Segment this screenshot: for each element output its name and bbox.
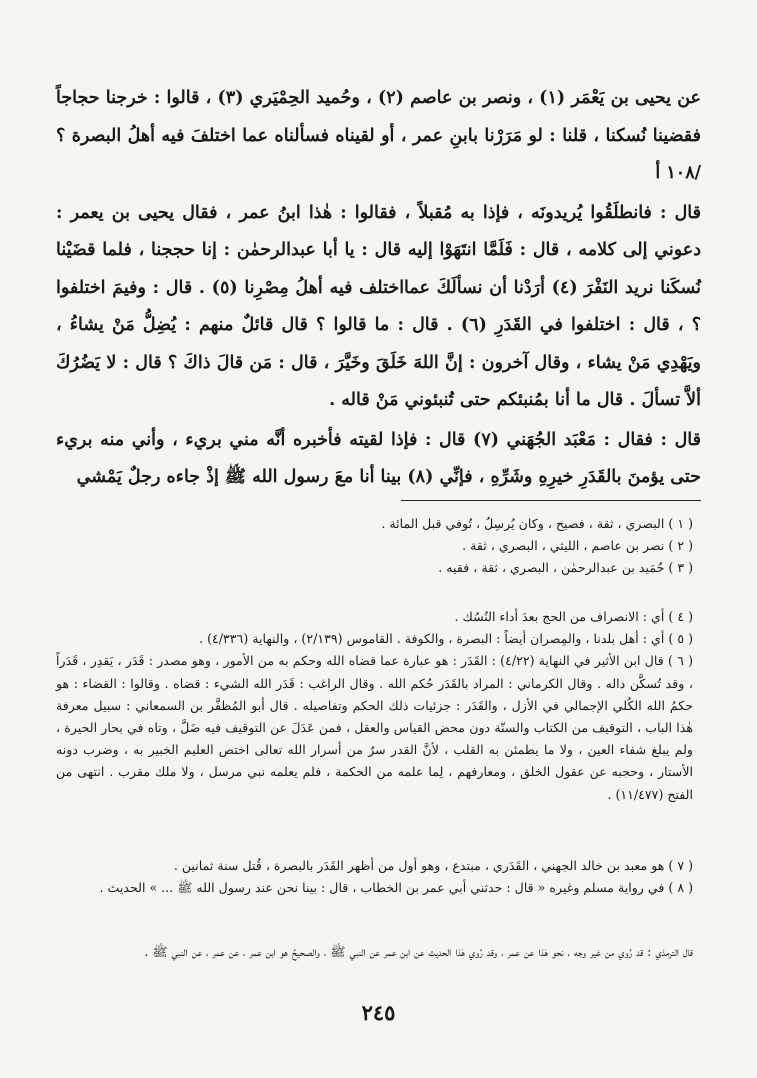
footnote-4: ( ٤ ) أي : الانصراف من الحج بعدَ أداء النُسُك . <box>454 609 693 624</box>
footnotes-tirmidhi <box>56 941 693 963</box>
footnote-5: ( ٥ ) أي : أهل بلدنا ، والمِصران أيضاً : البصرة ، والكوفة . القاموس (٢/١٣٩) ، والنهاية (٤/٣٣٦) . <box>199 631 693 647</box>
footnote-7: ( ٧ ) هو معبد بن خالد الجهني ، القَدَري ، مبتدع ، وهو أول من أظهر القَدَر بالبصرة ، قُتل سنة ثمانين . <box>173 858 693 873</box>
footnotes-references <box>56 855 693 899</box>
footnote-1: ( ١ ) البصري ، ثقة ، فصيح ، وكان يُرسِلُ ، تُوفي قبل المائة . <box>381 516 693 531</box>
main-text <box>56 80 701 497</box>
footnotes-glosses <box>56 606 693 806</box>
tirmidhi-note: قال الترمذي : قد رُوي من غير وجه ، نحو هٰذا عن عمر ، وقد رُوي هٰذا الحديث عن ابن عمر عن النبي ﷺ ، والصحيحُ هو ابن عمر ، عن عمر ، عن النبي ﷺ . <box>144 944 693 959</box>
footnote-6: ( ٦ ) قال ابن الأثير في النهاية (٤/٢٢) : القَدَر : هو عبارة عما قضاه الله وحكم به من الأمور ، وهو مصدر : قَدَر ، يَقدِر ، قَدَراً ، وقد تُسكَّن داله . وقال الكرماني : المراد بالقَدَر حُكم الله . وقال الراغب : قَدَر الله الشيء : قضاه . وقالوا : القضاء : هو حكمُ الله الكُلي الإجمالي في الأزل ، والقَدَر : جزئيات ذلك الحكم وتفاصيله . قال أبو المُظفَّر بن السمعاني : سبيل معرفة هٰذا الباب ، التوقيف من الكتاب والسنّة دون محض القياس والعقل ، فمن عَدَلَ عن التوقيف فيه ضَلَّ ، وتاه في بحار الحيرة ، ولم يبلغ شفاء العين ، ولا ما يطمئن به القلب ، لأنَّ القدر سرٌ من أسرار الله تعالى اختص العليم الخبير به ، وضرب دونه الأستار ، وحجبه عن عقول الخلق ، ومعارفهم ، لِما علمه من الحكمة ، فلم يعلمه نبي مرسل ، ولا ملك مقرب . انتهى من الفتح (١١/٤٧٧) . <box>56 653 693 802</box>
body-paragraph-2: قال : فانطلَقُوا يُريدونَه ، فإذا به مُقبلاً ، فقالوا : هٰذا ابنُ عمر ، فقال يحيى بن يعمر : دعوني إلى كلامه ، قال : فَلَمَّا انتَهَوْا إليه قال : يا أبا عبدالرحمٰن : إنا حججنا ، فلما قضَيْنا نُسكَنا نريد النَفْرَ (٤) أرَدْنا أن نسألَكَ عمااختلف فيه أهلُ مِصْرِنا (٥) . قال : وفيمَ اختلفوا ؟ ، قال : اختلفوا في القَدَرِ (٦) . قال : ما قالوا ؟ قال قائلٌ منهم : يُضِلُّ مَنْ يشاءُ ، ويَهْدِي مَنْ يشاء ، وقال آخرون : إنَّ اللهَ خَلَقَ وخَيَّرَ ، قال : مَن قالَ ذاكَ ؟ قال : لا يَضُرُكَ ألاَّ تسألَ . قال ما أنا بمُنبئكم حتى تُنبئوني مَنْ قاله . <box>56 202 702 410</box>
footnote-separator <box>401 500 701 501</box>
page-number: ٢٤٥ <box>361 1000 396 1025</box>
body-paragraph-1: عن يحيى بن يَعْمَر (١) ، ونصر بن عاصم (٢) ، وحُميد الحِمْيَري (٣) ، قالوا : خرجنا حجاجاً فقضينا نُسكنا ، قلنا : لو مَرَرْنا بابنِ عمر ، أو لقيناه فسألناه عما اختلفَ فيه أهلُ البصرة ؟ /١٠٨ أ <box>56 88 701 183</box>
footnotes-narrators <box>56 513 693 580</box>
body-paragraph-3: قال : فقال : مَعْبَد الجُهَني (٧) قال : فإذا لقيته فأخبره أنَّه مني بريء ، وأني منه بريء حتى يؤمنَ بالقَدَرِ خيرِهِ وشَرِّهِ ، فإنِّي (٨) بينا أنا معَ رسول الله ﷺ إذْ جاءه رجلٌ يَمْشي <box>56 429 701 487</box>
footnote-2: ( ٢ ) نصر بن عاصم ، الليثي ، البصري ، ثقة . <box>462 538 693 554</box>
footnote-3: ( ٣ ) حُمَيد بن عبدالرحمٰن ، البصري ، ثقة ، فقيه . <box>438 560 693 576</box>
footnote-8: ( ٨ ) في رواية مسلم وغيره « قال : حدثني أبي عمر بن الخطاب ، قال : بينا نحن عند رسول الله ﷺ ... » الحديث . <box>99 880 693 896</box>
